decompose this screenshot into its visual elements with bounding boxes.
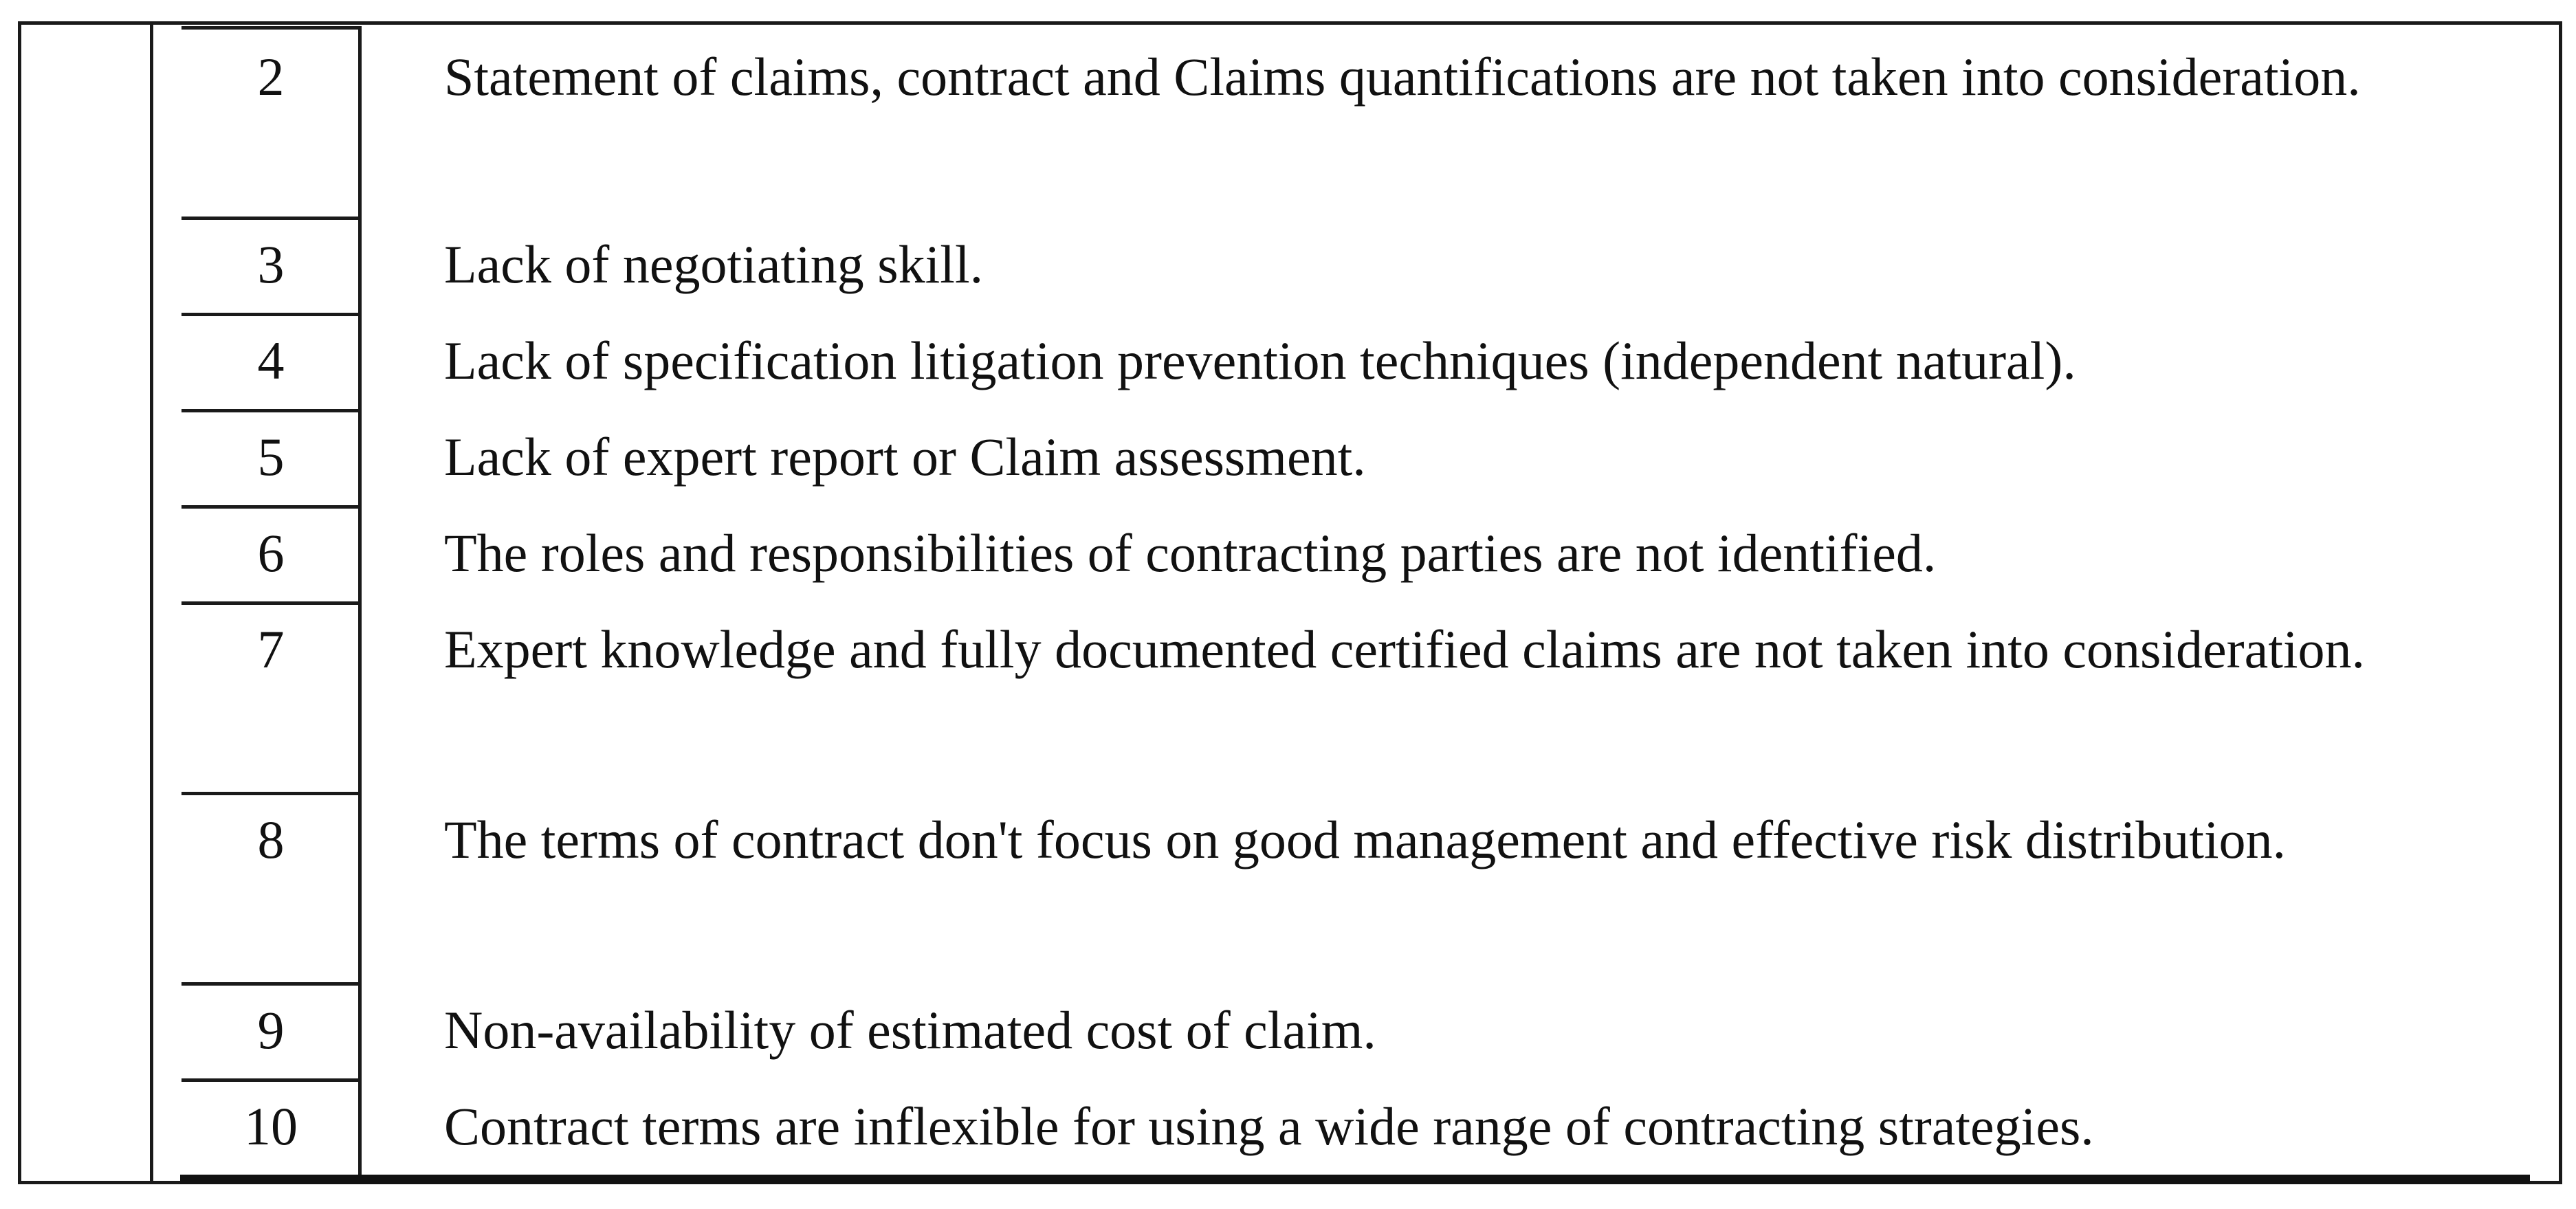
table-row: [181, 409, 2530, 505]
row-number: 6: [257, 523, 285, 583]
table-bottom-rule: [180, 1175, 2530, 1184]
table-row: [181, 601, 2530, 792]
table-row: [181, 792, 2530, 982]
row-text: The terms of contract don't focus on good management and effective risk distribution.: [444, 810, 2287, 869]
row-number: 5: [257, 427, 285, 487]
row-text: Lack of specification litigation prevention techniques (independent natural).: [444, 331, 2076, 390]
table-row: [181, 505, 2530, 601]
outer-column-divider: [150, 21, 153, 1184]
row-text: Contract terms are inflexible for using a wide range of contracting strategies.: [444, 1096, 2094, 1156]
row-text: Expert knowledge and fully documented certified claims are not taken into consideration.: [444, 619, 2366, 679]
row-text: Non-availability of estimated cost of claim.: [444, 1000, 1376, 1060]
row-number: 4: [257, 331, 285, 390]
row-text: The roles and responsibilities of contracting parties are not identified.: [444, 523, 1937, 583]
row-number: 10: [244, 1096, 298, 1156]
row-number: 2: [257, 47, 285, 107]
row-text: Statement of claims, contract and Claims quantifications are not taken into consideration.: [444, 47, 2361, 107]
table-row: [181, 982, 2530, 1078]
table-row: [181, 313, 2530, 409]
row-number: 3: [257, 234, 285, 294]
table-row: [181, 26, 2530, 217]
row-text: Lack of expert report or Claim assessment.: [444, 427, 1366, 487]
table-row: [181, 217, 2530, 313]
table-row: [181, 1078, 2530, 1175]
row-text: Lack of negotiating skill.: [444, 234, 984, 294]
row-number: 9: [257, 1000, 285, 1060]
row-number: 8: [257, 810, 285, 869]
row-number: 7: [257, 619, 285, 679]
